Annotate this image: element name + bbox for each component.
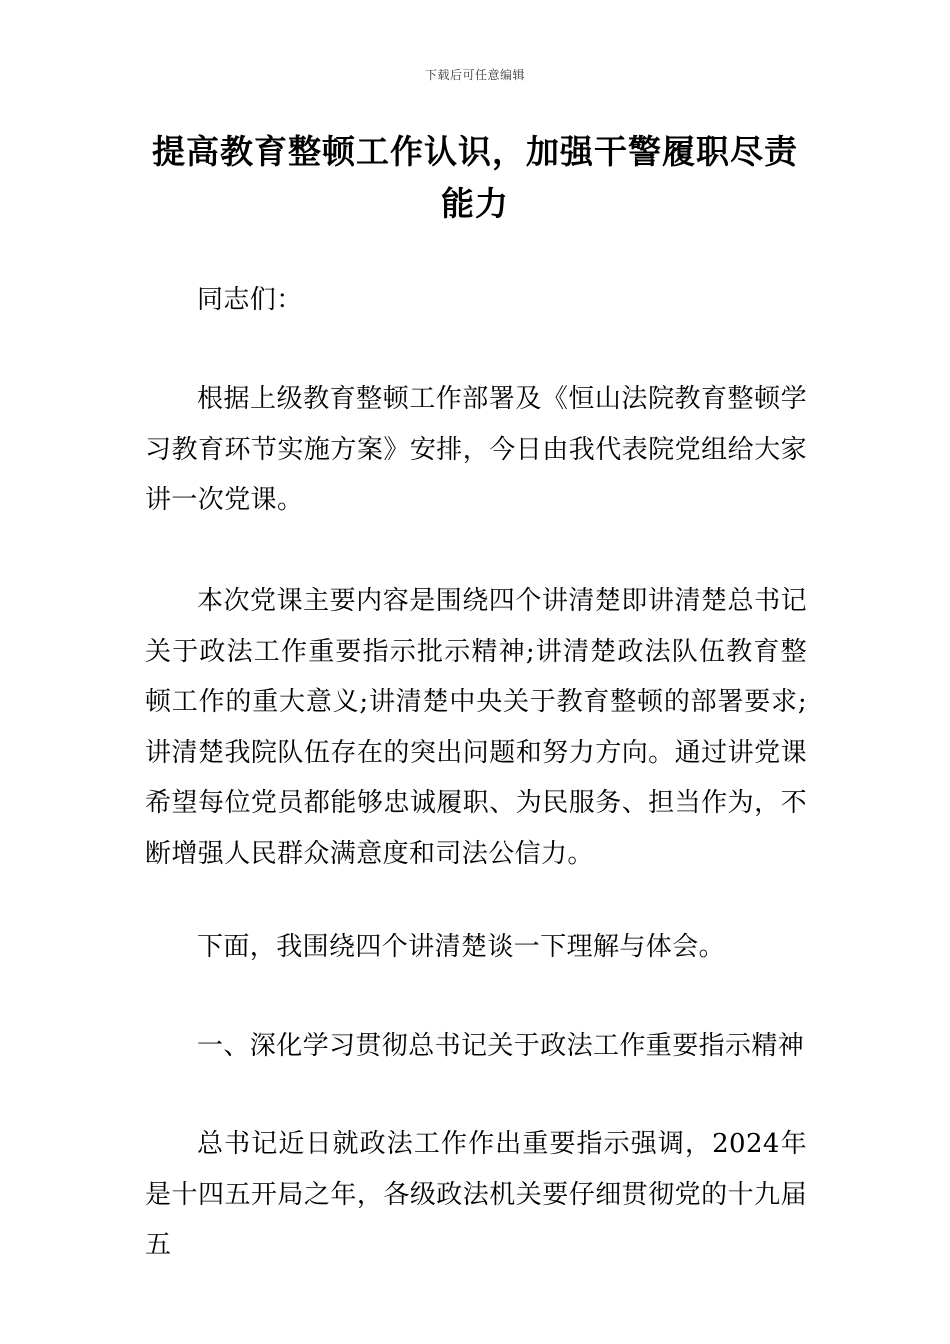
- paragraph: 下面，我围绕四个讲清楚谈一下理解与体会。: [197, 932, 726, 962]
- header-note: 下载后可任意编辑: [424, 68, 525, 82]
- document-title: 提高教育整顿工作认识，加强干警履职尽责能力: [152, 132, 798, 223]
- section-heading: 一、深化学习贯彻总书记关于政法工作重要指示精神: [197, 1031, 805, 1061]
- paragraph: 根据上级教育整顿工作部署及《恒山法院教育整顿学习教育环节实施方案》安排，今日由我代表院党组给大家讲一次党课。: [145, 384, 807, 515]
- salutation: 同志们：: [197, 285, 303, 315]
- paragraph: 总书记近日就政法工作作出重要指示强调，2024年是十四五开局之年，各级政法机关要仔细贯彻党的十九届五: [145, 1129, 807, 1260]
- paragraph: 本次党课主要内容是围绕四个讲清楚即讲清楚总书记关于政法工作重要指示批示精神;讲清楚政法队伍教育整顿工作的重大意义;讲清楚中央关于教育整顿的部署要求;讲清楚我院队伍存在的突出问题和努力方向。通过讲党课希望每位党员都能够忠诚履职、为民服务、担当作为，不断增强人民群众满意度和司法公信力。: [145, 586, 807, 869]
